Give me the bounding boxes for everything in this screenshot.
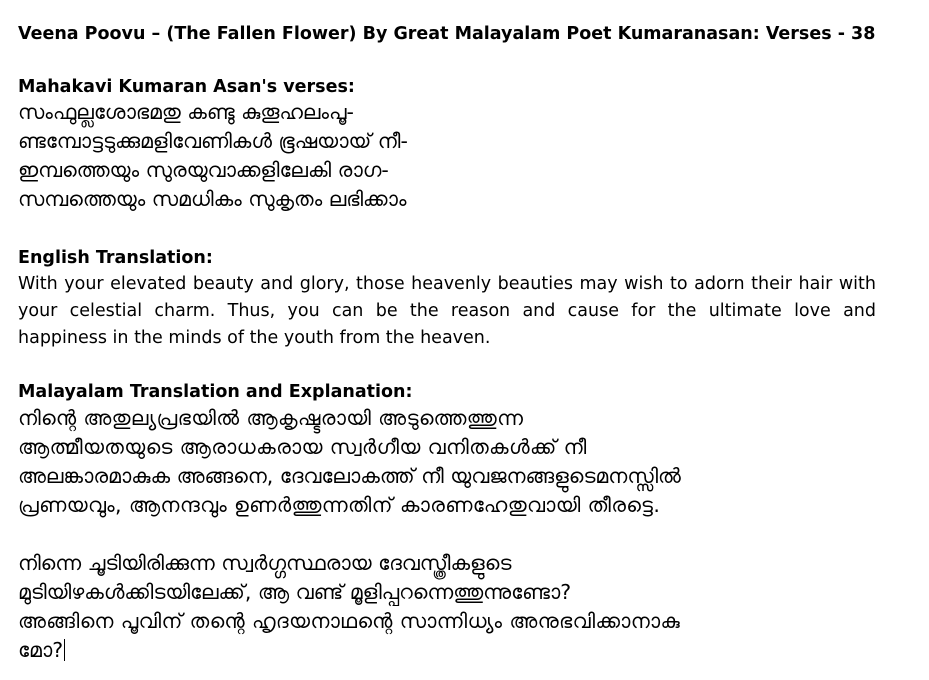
explanation-line: നിന്നെ ചൂടിയിരിക്കുന്ന സ്വർഗ്ഗസ്ഥരായ ദേവസ്ത്രീകളുടെ <box>18 551 512 575</box>
verses-block <box>18 98 876 214</box>
english-heading: English Translation: <box>18 248 213 268</box>
explanation-line: നിന്റെ അതുല്യപ്രഭയിൽ ആകൃഷ്ടരായി അടുത്തെത്തുന്ന <box>18 406 524 430</box>
explanation-paragraph-1 <box>18 404 876 520</box>
english-translation <box>18 271 876 352</box>
malayalam-heading: Malayalam Translation and Explanation: <box>18 382 413 402</box>
verse-line: ഇമ്പത്തെയും സുരയുവാക്കളിലേകി രാഗ- <box>18 158 389 182</box>
verse-line: ണ്ടമ്പോട്ടടുക്കുമളിവേണികൾ ഭൂഷയായ് നീ- <box>18 129 408 153</box>
explanation-line: പ്രണയവും, ആനന്ദവും ഉണർത്തുന്നതിന് കാരണഹേതുവായി തീരട്ടെ. <box>18 493 661 517</box>
english-line: With your elevated beauty and glory, those heavenly beauties may wish to adorn their hair with <box>18 274 876 294</box>
explanation-paragraph-2 <box>18 549 876 665</box>
verse-line: സമ്പത്തെയും സമധികം സുകൃതം ലഭിക്കാം <box>18 187 407 211</box>
explanation-line: മോ? <box>18 638 64 662</box>
english-line: happiness in the minds of the youth from the heaven. <box>18 328 491 348</box>
verses-heading: Mahakavi Kumaran Asan's verses: <box>18 77 355 97</box>
document-title: Veena Poovu – (The Fallen Flower) By Great Malayalam Poet Kumaranasan: Verses - 38 <box>18 24 876 44</box>
explanation-line: അങ്ങിനെ പൂവിന് തന്റെ ഹൃദയനാഥന്റെ സാന്നിധ്യം അനുഭവിക്കാനാകു <box>18 609 681 633</box>
explanation-line-with-cursor <box>18 636 876 665</box>
english-line: your celestial charm. Thus, you can be the reason and cause for the ultimate love and <box>18 301 876 321</box>
explanation-line: അലങ്കാരമാകുക അങ്ങനെ, ദേവലോകത്ത് നീ യുവജനങ്ങളുടെമനസ്സിൽ <box>18 464 681 488</box>
explanation-line: ആത്മീയതയുടെ ആരാധകരായ സ്വർഗീയ വനിതകൾക്ക് നീ <box>18 435 587 459</box>
text-cursor <box>64 639 65 661</box>
explanation-line: മുടിയിഴകൾക്കിടയിലേക്ക്, ആ വണ്ട് മൂളിപ്പറന്നെത്തുന്നുണ്ടോ? <box>18 580 572 604</box>
verse-line: സംഫുല്ലശോഭമതു കണ്ടു കുതൂഹലംപൂ- <box>18 100 354 124</box>
